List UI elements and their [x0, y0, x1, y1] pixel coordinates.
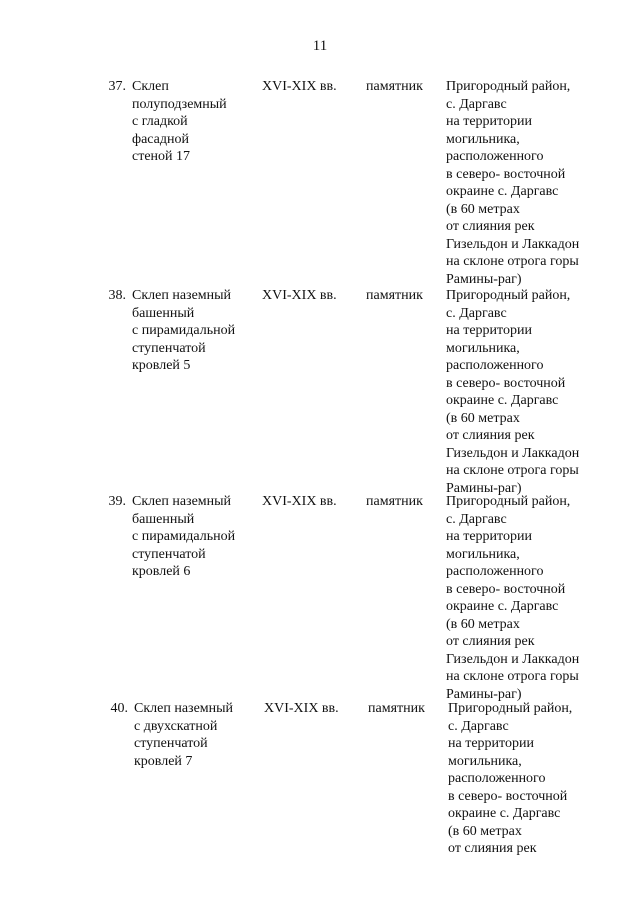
entry-location-line: расположенного — [446, 358, 544, 373]
entry-location-line: расположенного — [446, 149, 544, 164]
entry-name — [132, 493, 260, 581]
entry-location-line: от слияния рек — [446, 219, 535, 234]
entry-location-line: (в 60 метрах — [446, 616, 520, 632]
entry-location-line: Гизельдон и Лаккадон — [446, 236, 580, 252]
entry-location-line: на территории — [446, 114, 532, 129]
entry-name-line: Склеп наземный — [132, 288, 232, 303]
entry-name-line: с пирамидальной — [132, 323, 236, 338]
entry-location-line: Рамины-раг) — [446, 271, 522, 287]
entry-name — [132, 78, 260, 166]
entry-location-line: окраине с. Даргавс — [446, 184, 559, 199]
entry-number: 39. — [108, 494, 126, 509]
entry-location-line: на склоне отрога горы — [446, 254, 579, 269]
entry-location-line: на территории — [446, 323, 532, 338]
entry-location-line: могильника, — [448, 753, 522, 769]
entry-name — [134, 700, 262, 770]
entry-location-line: на склоне отрога горы — [446, 463, 579, 478]
entry-location-line: могильника, — [446, 546, 520, 562]
entry-location-line: с. Даргавс — [446, 305, 507, 321]
entry-name-line: ступенчатой — [132, 340, 206, 356]
entry-location-line: Гизельдон и Лаккадон — [446, 445, 580, 461]
entry-number: 37. — [108, 79, 126, 94]
entry-name-line: Склеп наземный — [134, 701, 234, 716]
entry-category: памятник — [368, 701, 425, 716]
entry-location-line: в северо- восточной — [446, 581, 566, 597]
entry-location-line: (в 60 метрах — [448, 823, 522, 839]
entry-name-line: кровлей 5 — [132, 358, 191, 373]
entry-location — [448, 700, 608, 858]
entry-location-line: Пригородный район, — [446, 79, 571, 94]
entry-category: памятник — [366, 79, 423, 94]
entry-location-line: с. Даргавс — [446, 511, 507, 527]
entry-location-line: могильника, — [446, 131, 520, 147]
entry-location-line: на территории — [448, 736, 534, 751]
entry-name-line: с двухскатной — [134, 718, 218, 734]
entry-location-line: могильника, — [446, 340, 520, 356]
entry-location-line: в северо- восточной — [448, 788, 568, 804]
entry-name-line: ступенчатой — [134, 736, 208, 751]
entry-name-line: Склеп — [132, 79, 169, 94]
entry-location-line: расположенного — [448, 771, 546, 786]
entry-name-line: с пирамидальной — [132, 529, 236, 544]
entry-location-line: окраине с. Даргавс — [446, 393, 559, 408]
entry-period: XVI-XIX вв. — [264, 701, 339, 716]
entry-location-line: с. Даргавс — [446, 96, 507, 112]
entry-name-line: башенный — [132, 511, 195, 527]
entry-location-line: в северо- восточной — [446, 166, 566, 182]
entry-location-line: от слияния рек — [446, 428, 535, 443]
entry-location-line: Пригородный район, — [446, 288, 571, 303]
entry-name-line: башенный — [132, 305, 195, 321]
entry-name-line: кровлей 7 — [134, 753, 193, 769]
entry-name-line: с гладкой — [132, 114, 188, 129]
entry-location-line: в северо- восточной — [446, 375, 566, 391]
entry-location — [446, 287, 606, 497]
entry-location — [446, 493, 606, 703]
entry-name-line: полуподземный — [132, 96, 227, 112]
entry-location-line: Пригородный район, — [446, 494, 571, 509]
entry-location-line: на территории — [446, 529, 532, 544]
entry-location-line: от слияния рек — [446, 634, 535, 649]
entry-location-line: Гизельдон и Лаккадон — [446, 651, 580, 667]
entry-location-line: с. Даргавс — [448, 718, 509, 734]
entry-category: памятник — [366, 288, 423, 303]
entry-location-line: (в 60 метрах — [446, 201, 520, 217]
entry-name-line: ступенчатой — [132, 546, 206, 562]
entry-location-line: на склоне отрога горы — [446, 669, 579, 684]
entry-name-line: кровлей 6 — [132, 564, 191, 579]
entry-period: XVI-XIX вв. — [262, 79, 337, 94]
entry-name — [132, 287, 260, 375]
entry-location-line: Рамины-раг) — [446, 480, 522, 496]
entry-name-line: стеной 17 — [132, 149, 191, 164]
entry-category: памятник — [366, 494, 423, 509]
entry-location-line: Пригородный район, — [448, 701, 573, 716]
entry-location-line: окраине с. Даргавс — [448, 806, 561, 821]
entry-location-line: окраине с. Даргавс — [446, 599, 559, 614]
entry-name-line: Склеп наземный — [132, 494, 232, 509]
entry-number: 38. — [108, 288, 126, 303]
page-number: 11 — [312, 38, 328, 54]
entry-location-line: Рамины-раг) — [446, 686, 522, 702]
entry-location — [446, 78, 606, 288]
entry-number: 40. — [110, 701, 128, 716]
entry-period: XVI-XIX вв. — [262, 288, 337, 303]
entry-location-line: расположенного — [446, 564, 544, 579]
entry-period: XVI-XIX вв. — [262, 494, 337, 509]
entry-location-line: (в 60 метрах — [446, 410, 520, 426]
entry-name-line: фасадной — [132, 131, 189, 147]
entry-location-line: от слияния рек — [448, 841, 537, 856]
